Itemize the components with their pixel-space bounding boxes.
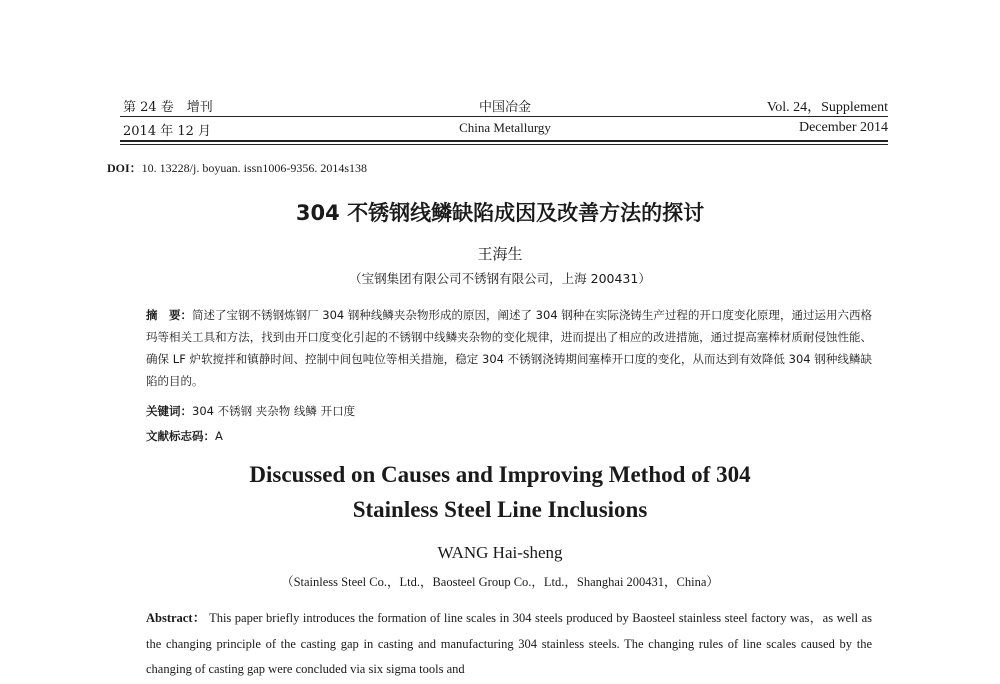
- abstract-cn-text: 简述了宝钢不锈钢炼钢厂 304 钢种线鳞夹杂物形成的原因，阐述了 304 钢种在实际浇铸生产过程的开口度变化原理，通过运用六西格玛等相关工具和方法，找到由开口度变化引起的不锈钢中线鳞夹杂物的变化规律，进而提出了相应的改进措施，通过提高塞棒材质耐侵蚀性能、确保 LF 炉软搅拌和镇静时间、控制中间包吨位等相关措施，稳定 304 不锈钢浇铸期间塞棒开口度的变化，从而达到有效降低 304 钢种线鳞缺陷的目的。: [146, 308, 872, 388]
- journal-name-en: China Metallurgy: [459, 120, 551, 135]
- abstract-cn: [146, 304, 872, 392]
- paper-title-cn: 304 不锈钢线鳞缺陷成因及改善方法的探讨: [295, 201, 705, 225]
- journal-name-cn: 中国冶金: [478, 100, 531, 115]
- keywords-cn-text: 304 不锈钢 夹杂物 线鳞 开口度: [192, 404, 356, 418]
- journal-volume-en: Vol. 24，Supplement: [766, 100, 888, 115]
- abstract-cn-label: 摘 要：: [146, 308, 193, 322]
- journal-date: 2014 年 12 月: [123, 124, 212, 139]
- journal-volume: 第 24 卷 增刊: [123, 100, 213, 115]
- doc-code-cn: [146, 428, 223, 444]
- keywords-cn-label: 关键词：: [146, 404, 192, 418]
- doi-label: DOI：: [107, 161, 142, 175]
- author-en: WANG Hai-sheng: [437, 543, 563, 562]
- doc-code-value: A: [215, 429, 223, 443]
- header-rule-bottom: [120, 144, 888, 145]
- abstract-en-label: Abstract：: [146, 611, 206, 625]
- doc-code-label: 文献标志码：: [146, 429, 215, 443]
- doi-line: [107, 159, 367, 176]
- doi-value[interactable]: 10. 13228/j. boyuan. issn1006-9356. 2014s138: [141, 161, 368, 175]
- journal-date-en: December 2014: [798, 120, 888, 135]
- author-cn: 王海生: [477, 245, 523, 263]
- abstract-en: [146, 606, 872, 683]
- affiliation-en: （Stainless Steel Co.，Ltd.，Baosteel Group Co.，Ltd.，Shanghai 200431，China）: [281, 575, 719, 589]
- abstract-en-text: This paper briefly introduces the formation of line scales in 304 steels produced by Baosteel stainless steel factory was，as well as the changing principle of the casting gap in casting and manufacturing 304 stainless steels. The changing rules of line scales caused by the changing of casting gap were concluded via six sigma tools and: [146, 611, 873, 676]
- header-rule-thick: [120, 140, 888, 142]
- paper-title-en-line2: Stainless Steel Line Inclusions: [352, 497, 648, 522]
- affiliation-cn: （宝钢集团有限公司不锈钢有限公司，上海 200431）: [349, 271, 651, 286]
- paper-title-en-line1: Discussed on Causes and Improving Method of 304: [249, 462, 751, 487]
- header-rule-thin: [120, 116, 888, 117]
- keywords-cn: [146, 403, 355, 419]
